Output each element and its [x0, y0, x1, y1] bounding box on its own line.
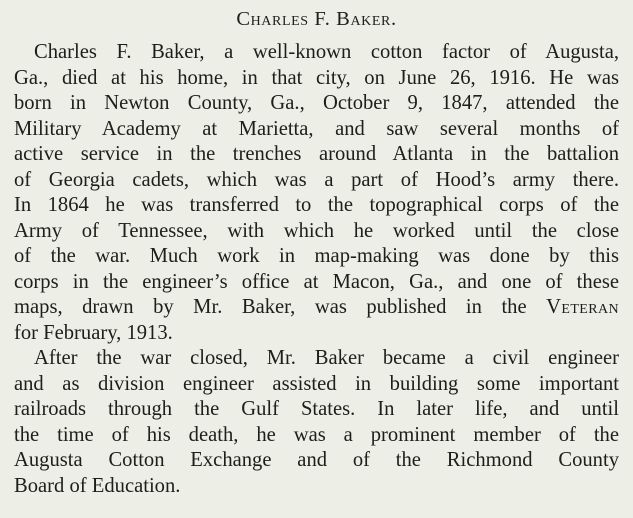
text-line: the time of his death, he was a prominent member of the	[14, 423, 619, 446]
text-line: Army of Tennessee, with which he worked until the close	[14, 219, 619, 242]
text-segment: maps, drawn by Mr. Baker, was published in the	[14, 296, 527, 318]
text-line: Charles F. Baker, a well-known cotton factor of Augusta,	[34, 41, 619, 63]
text-line-with-veteran	[14, 295, 619, 321]
text-line: corps in the engineer’s office at Macon, Ga., and one of these	[14, 270, 619, 293]
text-line: In 1864 he was transferred to the topographical corps of the	[14, 194, 619, 216]
veteran-word: Veteran	[546, 296, 619, 318]
text-line: railroads through the Gulf States. In later life, and until	[14, 398, 619, 420]
text-line: of the war. Much work in map-making was done by this	[14, 245, 619, 267]
text-line: and as division engineer assisted in building some important	[14, 372, 619, 395]
text-line: Augusta Cotton Exchange and of the Richmond County	[14, 449, 619, 471]
text-line: born in Newton County, Ga., October 9, 1847, attended the	[14, 92, 619, 114]
paragraph-2	[14, 346, 619, 499]
article-title: Charles F. Baker.	[236, 8, 397, 30]
text-line: Ga., died at his home, in that city, on June 26, 1916. He was	[14, 66, 619, 89]
paragraph-1	[14, 40, 619, 346]
text-line: of Georgia cadets, which was a part of Hood’s army there.	[14, 168, 619, 191]
text-line: for February, 1913.	[14, 321, 173, 344]
text-line: active service in the trenches around Atlanta in the battalion	[14, 143, 619, 165]
text-line: After the war closed, Mr. Baker became a civil engineer	[34, 347, 619, 369]
text-line: Board of Education.	[14, 474, 181, 497]
text-line: Military Academy at Marietta, and saw several months of	[14, 117, 619, 140]
